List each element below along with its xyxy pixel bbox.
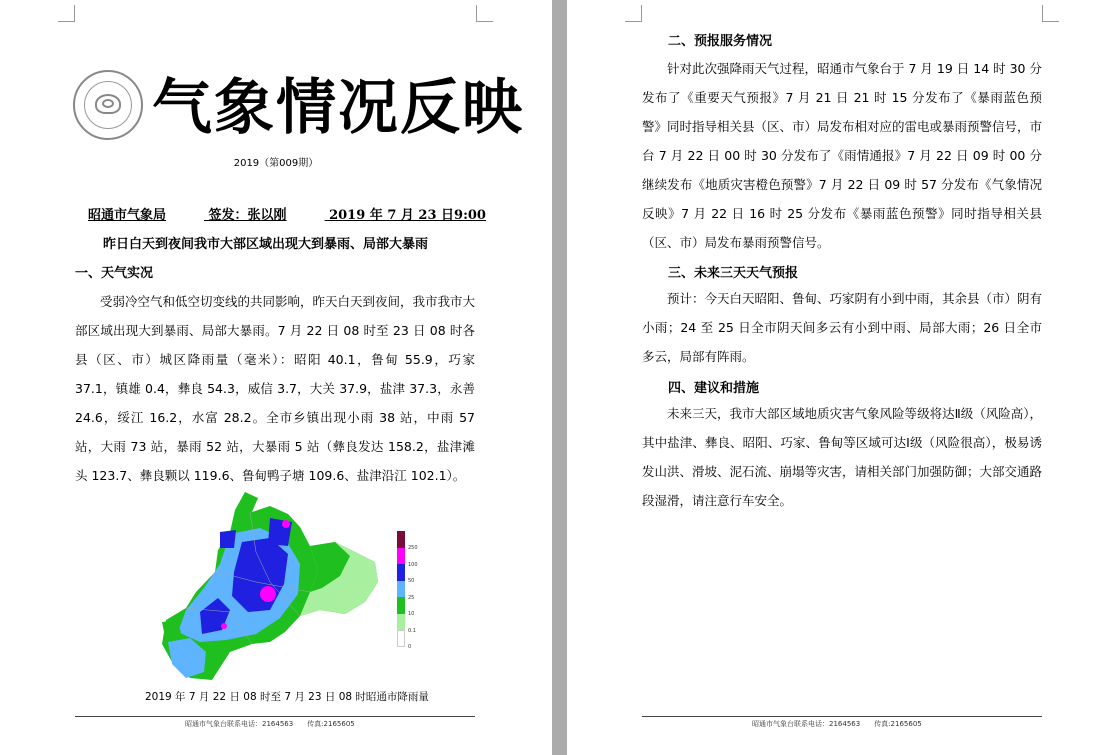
footer-fax: 传真:2165605 bbox=[874, 720, 922, 728]
footer-contact bbox=[752, 719, 922, 729]
section-heading-weather: 一、天气实况 bbox=[75, 266, 154, 281]
rainfall-map bbox=[160, 492, 385, 682]
document-title: 气象情况反映 bbox=[152, 73, 524, 143]
issuer-signer: 签发：张以刚 bbox=[208, 208, 287, 223]
headline: 昨日白天到夜间我市大部区域出现大到暴雨、局部大暴雨 bbox=[103, 237, 429, 252]
document-page-left bbox=[0, 0, 552, 755]
legend-tick: 10 bbox=[408, 611, 415, 617]
crop-mark bbox=[58, 5, 75, 22]
three-day-forecast-paragraph: 预计：今天白天昭阳、鲁甸、巧家阴有小到中雨，其余县（市）阴有小雨；24 至 25 日全市阴天间多云有小到中雨、局部大雨；26 日全市多云，局部有阵雨。 bbox=[642, 291, 1043, 364]
legend-tick: 100 bbox=[408, 562, 418, 568]
footer-fax: 传真:2165605 bbox=[307, 720, 355, 728]
meteorological-bureau-logo bbox=[73, 70, 143, 140]
issuer-org: 昭通市气象局 bbox=[88, 208, 167, 223]
issue-number: 2019（第009期） bbox=[233, 158, 319, 169]
weather-observation-paragraph: 受弱冷空气和低空切变线的共同影响，昨天白天到夜间，我市我市大部区域出现大到暴雨、局部大暴雨。7 月 22 日 08 时至 23 日 08 时各县（区、市）城区降雨量（毫米）：昭阳 40.1，鲁甸 55.9，巧家 37.1，镇雄 0.4，彝良 54.3，威信 3.7，大关 37.9，盐津 37.3，永善 24.6，绥江 16.2，水富 28.2。全市乡镇出现小雨 38 站，中雨 57 站，大雨 73 站，暴雨 52 站，大暴雨 5 站（彝良发达 158.2，盐津滩头 123.7、彝良颗以 119.6、鲁甸鸭子塘 109.6、盐津沿江 102.1）。 bbox=[75, 294, 476, 483]
section-heading-recommendations: 四、建议和措施 bbox=[668, 381, 760, 396]
legend-swatch bbox=[397, 548, 405, 565]
footer-phone: 昭通市气象台联系电话：2164563 bbox=[185, 720, 294, 728]
legend-tick: 250 bbox=[408, 545, 418, 551]
footer-phone: 昭通市气象台联系电话：2164563 bbox=[752, 720, 861, 728]
recommendations-paragraph: 未来三天，我市大部区域地质灾害气象风险等级将达Ⅱ级（风险高），其中盐津、彝良、昭阳、巧家、鲁甸等区域可达Ⅰ级（风险很高），极易诱发山洪、滑坡、泥石流、崩塌等灾害，请相关部门加强防御；大部交通路段湿滑，请注意行车安全。 bbox=[642, 406, 1043, 508]
map-caption: 2019 年 7 月 22 日 08 时至 7 月 23 日 08 时昭通市降雨量 bbox=[145, 691, 429, 703]
footer-contact bbox=[185, 719, 355, 729]
legend-swatch bbox=[397, 531, 405, 548]
forecast-service-paragraph: 针对此次强降雨天气过程，昭通市气象台于 7 月 19 日 14 时 30 分发布了《重要天气预报》7 月 21 日 21 时 15 分发布了《暴雨蓝色预警》同时指导相关县（区、市）局发布相对应的雷电或暴雨预警信号，市台 7 月 22 日 00 时 30 分发布了《雨情通报》7 月 22 日 09 时 00 分继续发布《地质灾害橙色预警》7 月 22 日 09 时 57 分发布《气象情况反映》7 月 22 日 16 时 25 分发布《暴雨蓝色预警》同时指导相关县（区、市）局发布暴雨预警信号。 bbox=[642, 61, 1043, 250]
crop-mark bbox=[476, 5, 493, 22]
legend-swatch bbox=[397, 630, 405, 647]
crop-mark bbox=[1042, 5, 1059, 22]
issue-date: 2019 年 7 月 23 日9:00 bbox=[329, 208, 486, 223]
footer-divider bbox=[75, 716, 475, 717]
footer-divider bbox=[642, 716, 1042, 717]
section-heading-three-day-forecast: 三、未来三天天气预报 bbox=[668, 266, 799, 281]
legend-swatch bbox=[397, 597, 405, 614]
legend-swatch bbox=[397, 581, 405, 598]
legend-tick: 25 bbox=[408, 595, 415, 601]
legend-tick: 0 bbox=[408, 644, 412, 650]
crop-mark bbox=[625, 5, 642, 22]
legend-tick: 50 bbox=[408, 578, 415, 584]
legend-swatch bbox=[397, 614, 405, 631]
section-heading-forecast-service: 二、预报服务情况 bbox=[668, 34, 773, 49]
issuer-line bbox=[88, 204, 486, 223]
legend-tick: 0.1 bbox=[408, 628, 416, 634]
rainfall-legend bbox=[397, 531, 405, 647]
legend-swatch bbox=[397, 564, 405, 581]
